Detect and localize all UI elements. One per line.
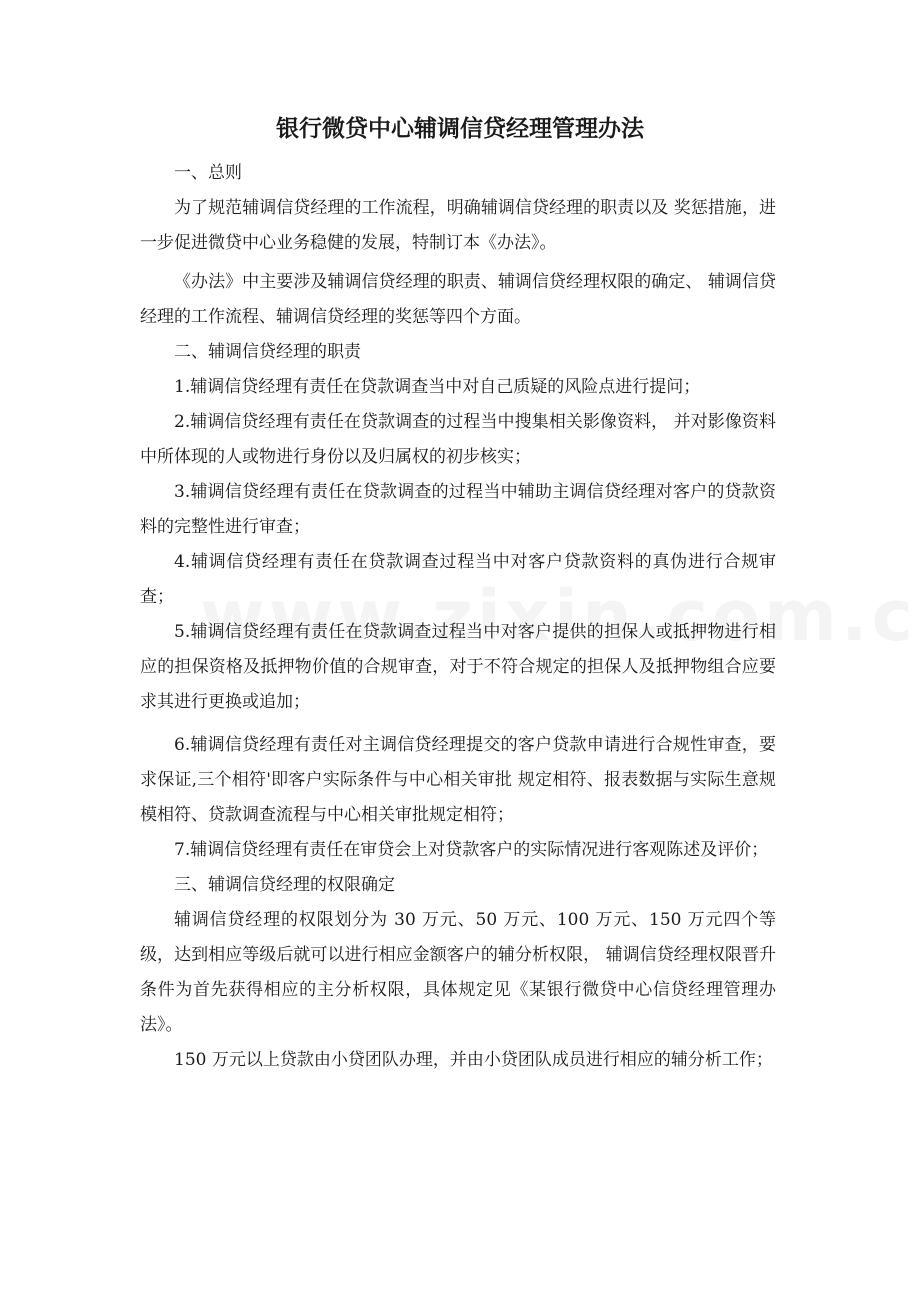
- duty-item-7: 7.辅调信贷经理有责任在审贷会上对贷款客户的实际情况进行客观陈述及评价；: [174, 840, 769, 860]
- document-title: 银行微贷中心辅调信贷经理管理办法: [276, 116, 644, 142]
- paragraph-authority-levels: 辅调信贷经理的权限划分为 30 万元、50 万元、100 万元、150 万元四个等级，达到相应等级后就可以进行相应金额客户的辅分析权限， 辅调信贷经理权限晋升条件为首先获得相应的主分析权限，具体规定见《某银行微贷中心信贷经理管理办法》。: [140, 910, 776, 1035]
- duty-item-2: 2.辅调信贷经理有责任在贷款调查的过程当中搜集相关影像资料， 并对影像资料中所体现的人或物进行身份以及归属权的初步核实；: [140, 412, 776, 467]
- duty-item-5: 5.辅调信贷经理有责任在贷款调查过程当中对客户提供的担保人或抵押物进行相应的担保资格及抵押物价值的合规审查，对于不符合规定的担保人及抵押物组合应要求其进行更换或追加；: [140, 622, 776, 712]
- paragraph-large-loans: 150 万元以上贷款由小贷团队办理，并由小贷团队成员进行相应的辅分析工作；: [174, 1050, 773, 1070]
- duty-item-4: 4.辅调信贷经理有责任在贷款调查过程当中对客户贷款资料的真伪进行合规审查；: [140, 552, 776, 607]
- duty-item-6: 6.辅调信贷经理有责任对主调信贷经理提交的客户贷款申请进行合规性审查，要求保证,三个相符'即客户实际条件与中心相关审批 规定相符、报表数据与实际生意规模相符、贷款调查流程与中心相关审批规定相符；: [140, 735, 776, 825]
- section-heading-authority: 三、辅调信贷经理的权限确定: [174, 875, 395, 895]
- paragraph-scope: 《办法》中主要涉及辅调信贷经理的职责、辅调信贷经理权限的确定、 辅调信贷经理的工作流程、辅调信贷经理的奖惩等四个方面。: [140, 272, 776, 327]
- duty-item-1: 1.辅调信贷经理有责任在贷款调查当中对自己质疑的风险点进行提问；: [174, 377, 701, 397]
- duty-item-3: 3.辅调信贷经理有责任在贷款调查的过程当中辅助主调信贷经理对客户的贷款资料的完整性进行审查；: [140, 482, 776, 537]
- section-heading-general: 一、总则: [174, 163, 242, 183]
- section-heading-duties: 二、辅调信贷经理的职责: [174, 342, 361, 362]
- document-body: [140, 156, 776, 1078]
- paragraph-purpose: 为了规范辅调信贷经理的工作流程，明确辅调信贷经理的职责以及 奖惩措施，进一步促进微贷中心业务稳健的发展，特制订本《办法》。: [140, 198, 776, 253]
